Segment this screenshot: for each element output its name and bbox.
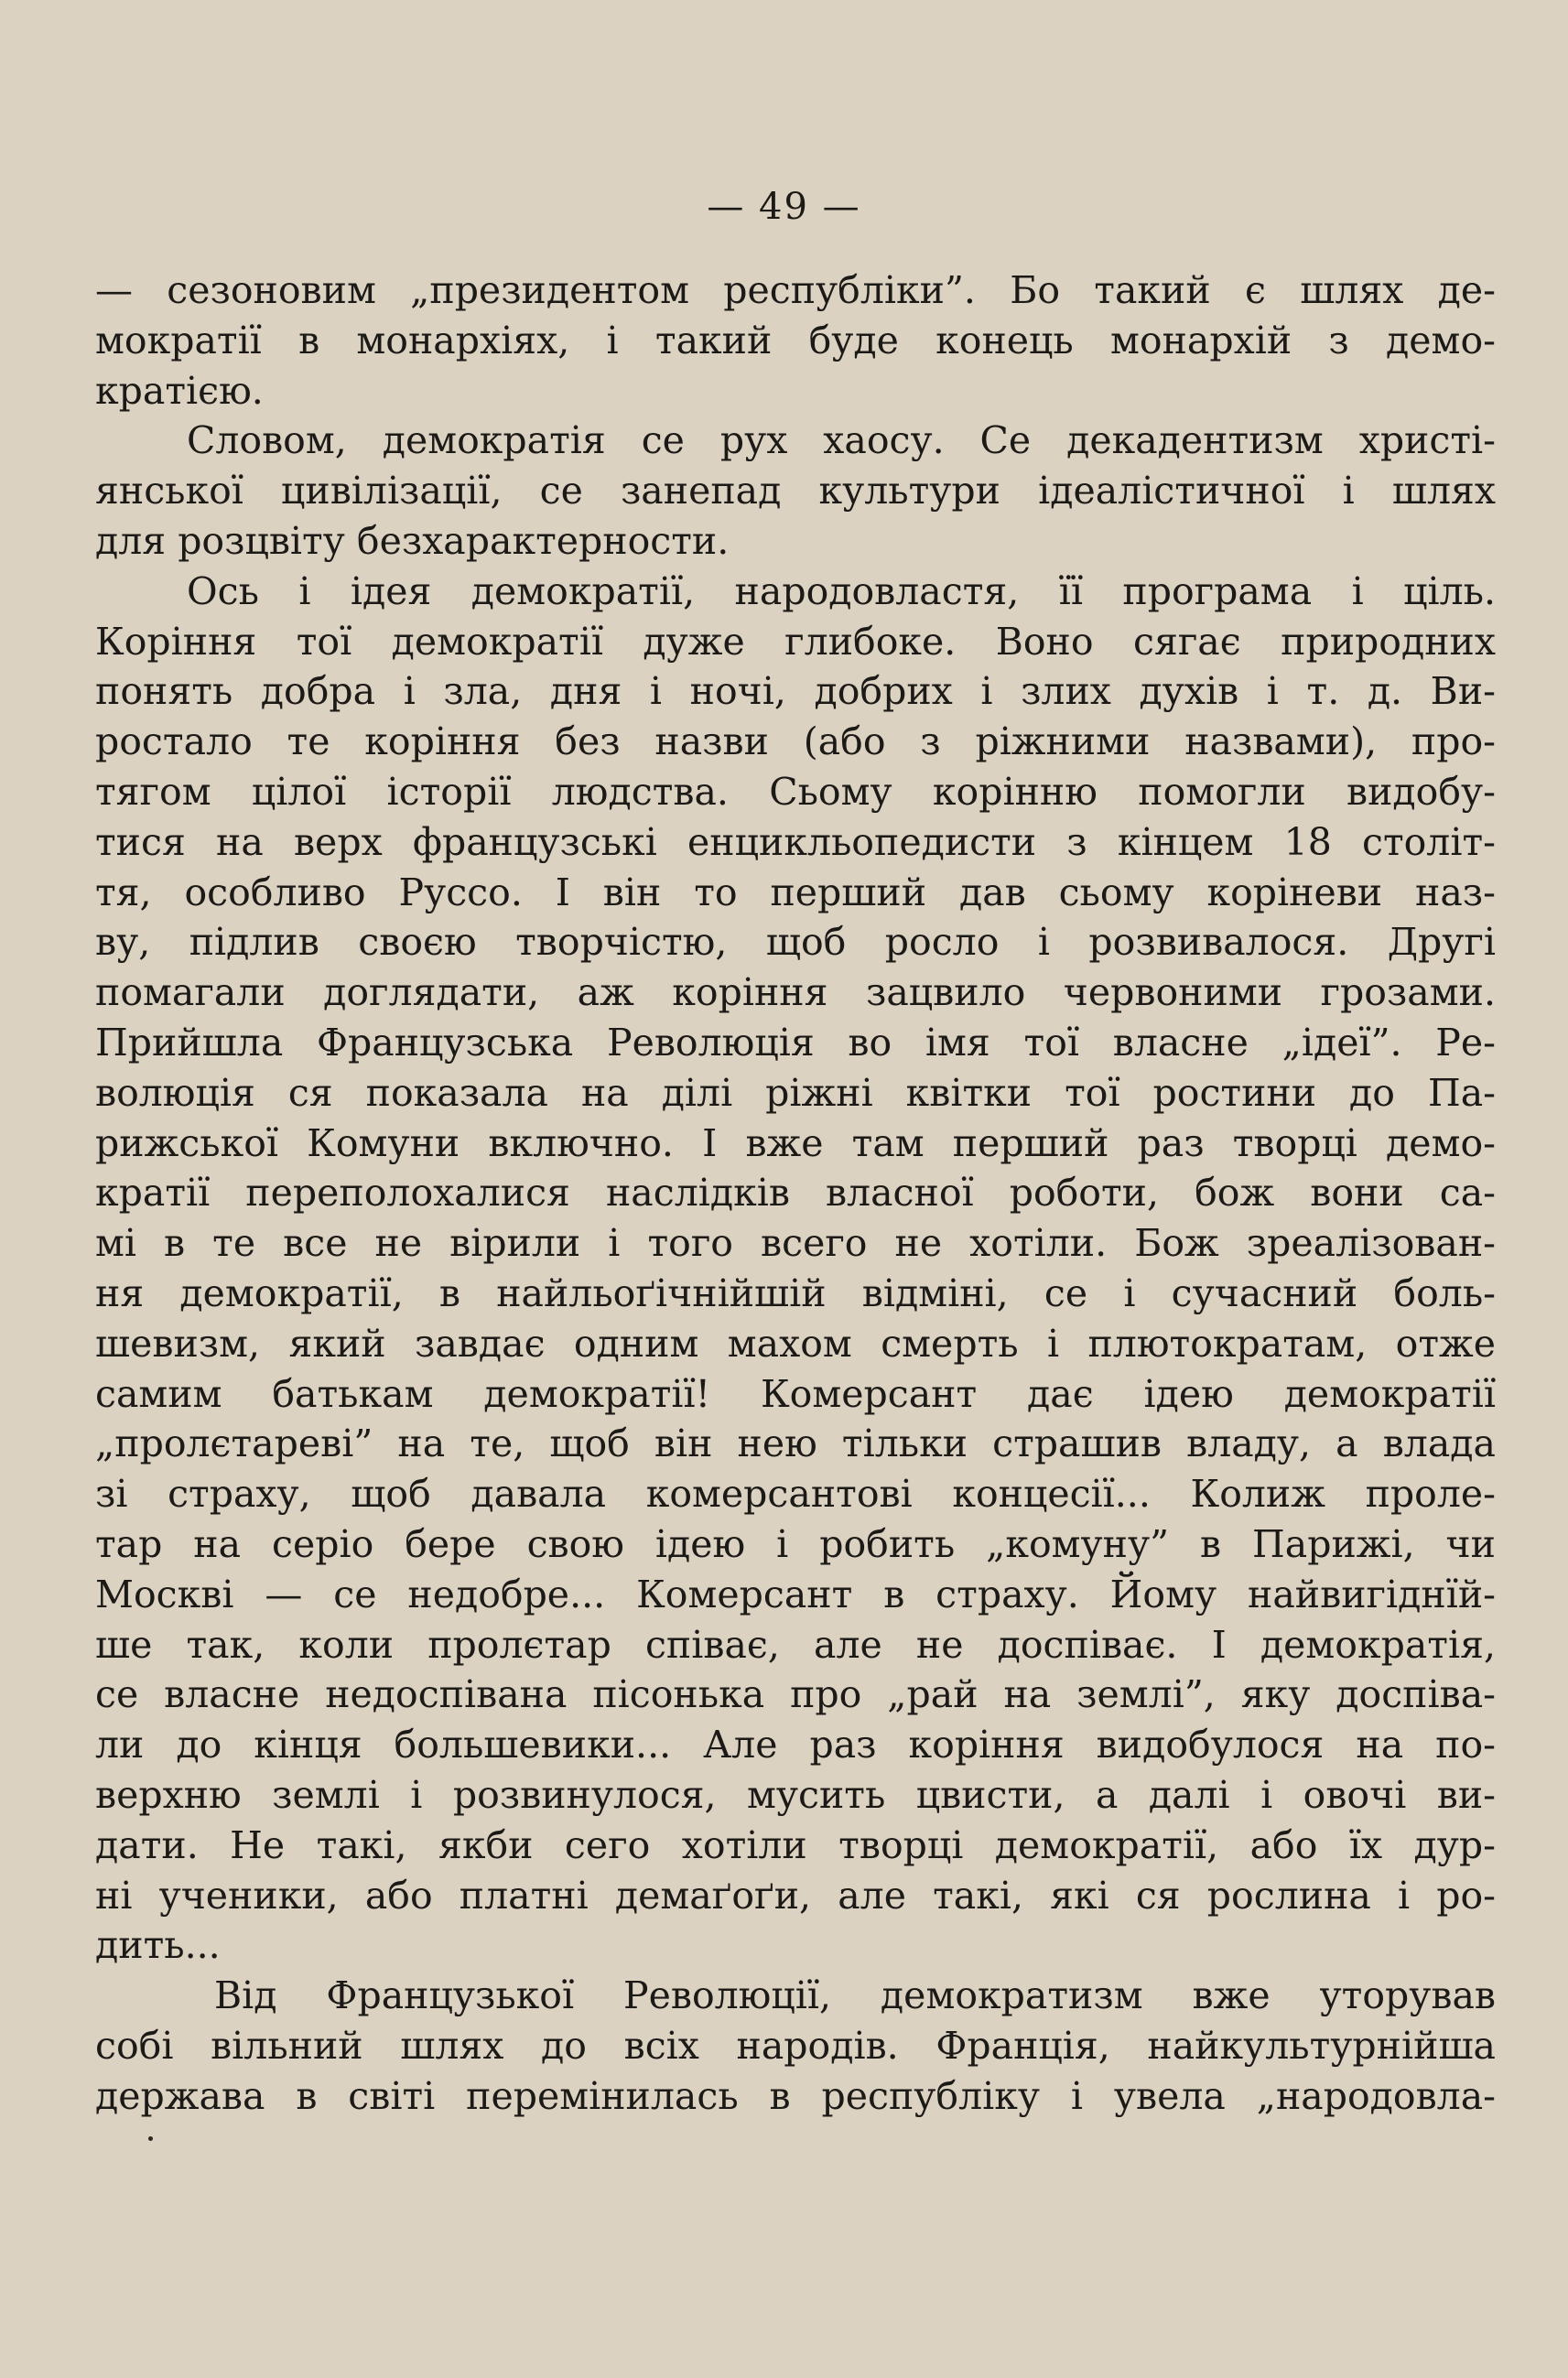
text-line: Коріння тої демократії дуже глибоке. Воно сягає природних — [95, 619, 1496, 664]
text-line: „пролєтареві” на те, щоб він нею тільки страшив владу, а влада — [95, 1421, 1496, 1466]
text-line: мі в те все не вірили і того всего не хотіли. Бож зреалізован- — [95, 1221, 1496, 1266]
text-line: рижської Комуни включно. І вже там перший раз творці демо- — [95, 1120, 1496, 1165]
text-line: понять добра і зла, дня і ночі, добрих і злих духів і т. д. Ви- — [95, 669, 1496, 714]
text-line: янської цивілізації, се занепад культури ідеалістичної і шлях — [95, 469, 1496, 513]
text-line: Словом, демократія се рух хаосу. Се декадентизм христі- — [187, 418, 1496, 463]
text-line: верхню землі і розвинулося, мусить цвисти, а далі і овочі ви- — [95, 1772, 1496, 1817]
text-line: помагали доглядати, аж коріння зацвило червоними грозами. — [95, 970, 1496, 1015]
body-text — [95, 265, 1496, 2121]
text-line: волюція ся показала на ділі ріжні квітки тої ростини до Па- — [95, 1070, 1496, 1115]
text-line: зі страху, щоб давала комерсантові концесії... Колиж проле- — [95, 1472, 1496, 1517]
text-line: ня демократії, в найльоґічнійшій відміні, се і сучасний боль- — [95, 1270, 1496, 1315]
text-line: для розцвіту безхарактерности. — [95, 518, 730, 563]
text-line: дати. Не такі, якби сего хотіли творці демократії, або їх дур- — [95, 1822, 1496, 1867]
text-line: самим батькам демократії! Комерсант дає ідею демократії — [95, 1371, 1496, 1416]
text-line: — сезоновим „президентом республіки”. Бо такий є шлях де- — [95, 268, 1496, 312]
text-line: Прийшла Французська Революція во імя тої власне „ідеї”. Ре- — [95, 1020, 1496, 1065]
text-line: ву, підлив своєю творчістю, щоб росло і розвивалося. Другі — [95, 920, 1496, 965]
text-line: ростало те коріння без назви (або з ріжними назвами), про- — [95, 719, 1496, 764]
text-line: собі вільний шлях до всіх народів. Франція, найкультурнійша — [95, 2023, 1496, 2068]
text-line: ли до кінця большевики... Але раз коріння видобулося на по- — [95, 1723, 1496, 1767]
text-line: Москві — се недобре... Комерсант в страху. Йому найвигіднїй- — [95, 1572, 1496, 1616]
text-line: Ось і ідея демократії, народовластя, її програма і ціль. — [187, 568, 1496, 613]
text-line: Від Французької Революції, демократизм вже уторував — [214, 1973, 1496, 2018]
text-line: тягом цілої історії людства. Сьому корінню помогли видобу- — [95, 769, 1496, 814]
text-line: ні ученики, або платні демаґоґи, але такі, які ся рослина і ро- — [95, 1873, 1496, 1918]
text-line: дить... — [95, 1923, 221, 1968]
text-line: держава в світі перемінилась в республіку і увела „народовла- — [95, 2073, 1496, 2118]
text-line: шевизм, який завдає одним махом смерть і плютократам, отже — [95, 1321, 1496, 1366]
page-number: — 49 — — [707, 186, 861, 228]
text-line: кратії переполохалися наслідків власної роботи, бож вони са- — [95, 1171, 1496, 1216]
text-line: мократії в монархіях, і такий буде конець монархій з демо- — [95, 318, 1496, 362]
text-line: тар на серіо бере свою ідею і робить „комуну” в Парижі, чи — [95, 1521, 1496, 1566]
text-line: се власне недоспівана пісонька про „рай на землі”, яку доспіва- — [95, 1672, 1496, 1717]
text-line: тися на верх французські енцикльопедисти з кінцем 18 століт- — [95, 819, 1496, 864]
text-line: кратією. — [95, 368, 264, 413]
ink-speck — [148, 2136, 153, 2141]
text-line: ше так, коли пролєтар співає, але не доспіває. І демократія, — [95, 1622, 1496, 1667]
text-line: тя, особливо Руссо. І він то перший дав сьому коріневи наз- — [95, 870, 1496, 914]
